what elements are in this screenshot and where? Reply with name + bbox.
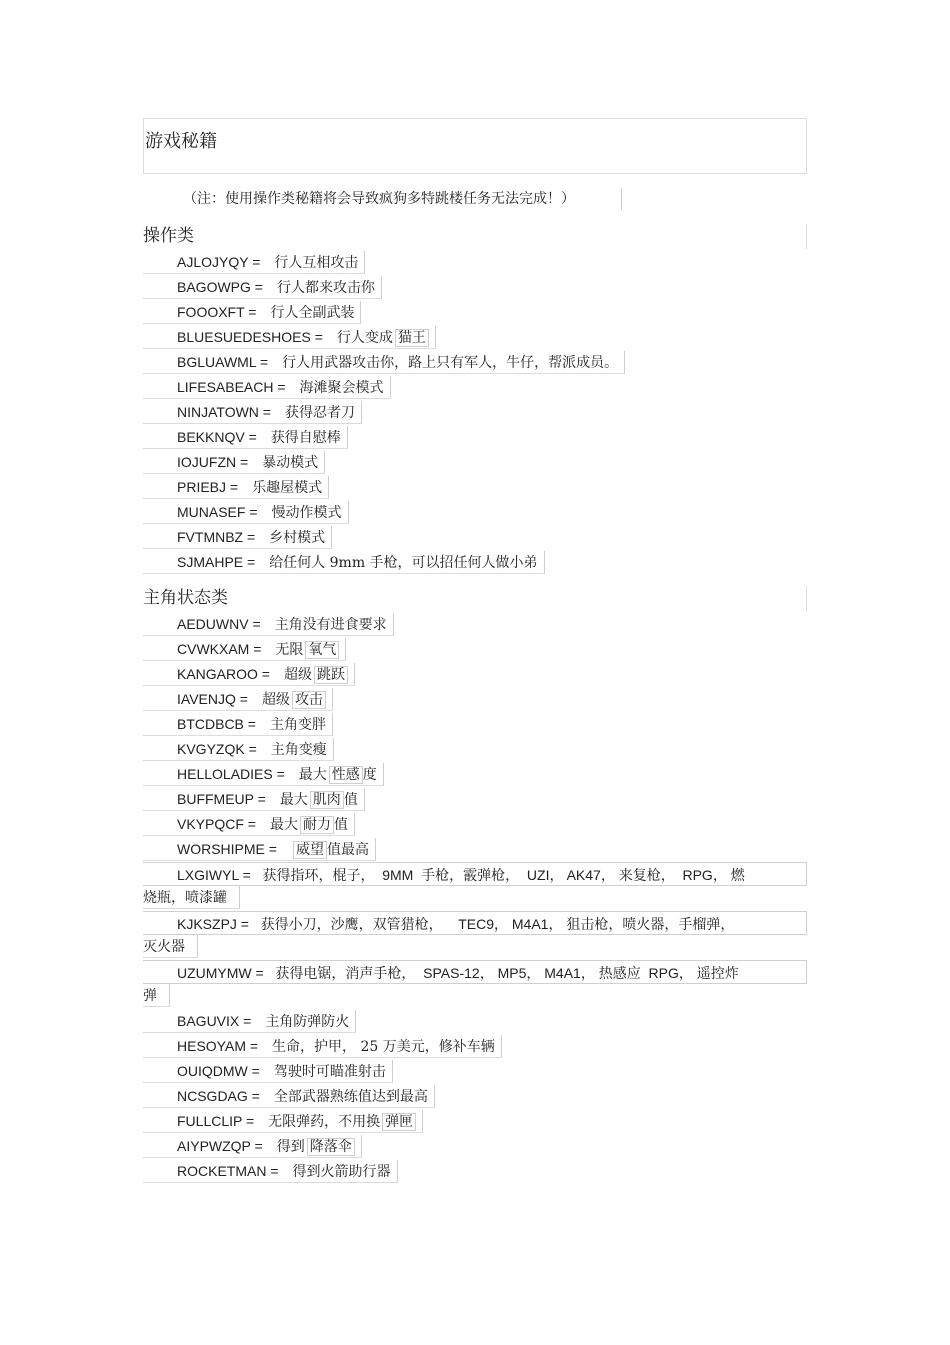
cheat-description-link: 降落伞 bbox=[307, 1138, 355, 1156]
cheat-code: LIFESABEACH = bbox=[177, 378, 286, 395]
cheat-line-2: 弹 bbox=[143, 984, 170, 1007]
cheat-description: 慢动作模式 bbox=[271, 504, 342, 521]
cheat-cell bbox=[143, 426, 348, 449]
title-box bbox=[143, 118, 807, 174]
cheat-code: HELLOLADIES = bbox=[177, 765, 285, 782]
cheat-description-link: 肌肉 bbox=[310, 791, 344, 809]
cheat-code: AIYPWZQP = bbox=[177, 1137, 263, 1154]
cheat-description: 给任何人 9mm 手枪，可以招任何人做小弟 bbox=[269, 554, 538, 571]
cheat-description: 主角防弹防火 bbox=[265, 1013, 350, 1030]
cheat-cell bbox=[143, 376, 391, 399]
cheat-cell bbox=[143, 276, 382, 299]
cheat-cell bbox=[143, 301, 361, 324]
cheat-row bbox=[143, 1035, 807, 1059]
cheat-description: 最大 bbox=[279, 791, 308, 808]
cheat-row bbox=[143, 663, 807, 687]
cheat-cell bbox=[143, 638, 346, 661]
cheat-cell bbox=[143, 838, 376, 861]
cheat-row bbox=[143, 1060, 807, 1084]
cheat-description-link: 性感 bbox=[329, 766, 363, 784]
cheat-cell bbox=[143, 788, 365, 811]
cheat-row bbox=[143, 451, 807, 475]
cheat-code: IOJUFZN = bbox=[177, 453, 249, 470]
cheat-description: 乐趣屋模式 bbox=[252, 479, 323, 496]
cheat-row bbox=[143, 1110, 807, 1134]
cheat-cell bbox=[143, 1085, 435, 1108]
section-heading-protagonist: 主角状态类 bbox=[143, 586, 807, 611]
cheat-cell bbox=[143, 451, 325, 474]
cheat-line-1: LXGIWYL = 获得指环，棍子， 9MM 手枪，霰弹枪， UZI， AK47， 来复枪， RPG， 燃 bbox=[143, 862, 807, 886]
cheat-code: FULLCLIP = bbox=[177, 1112, 255, 1129]
cheat-cell bbox=[143, 526, 332, 549]
cheat-row bbox=[143, 326, 807, 350]
cheat-row bbox=[143, 426, 807, 450]
cheat-code: BEKKNQV = bbox=[177, 428, 257, 445]
cheat-cell bbox=[143, 326, 436, 349]
cheat-row bbox=[143, 351, 807, 375]
cheat-row bbox=[143, 688, 807, 712]
cheat-description: 无限 bbox=[275, 641, 304, 658]
cheat-row bbox=[143, 763, 807, 787]
cheat-code: BAGOWPG = bbox=[177, 278, 263, 295]
cheat-code: KVGYZQK = bbox=[177, 740, 257, 757]
cheat-cell bbox=[143, 476, 329, 499]
cheat-row bbox=[143, 276, 807, 300]
cheat-row bbox=[143, 613, 807, 637]
section-operation-list bbox=[143, 251, 807, 575]
cheat-description-tail: 值 bbox=[343, 791, 358, 808]
cheat-description-link: 威望 bbox=[293, 841, 327, 859]
cheat-row bbox=[143, 1160, 807, 1184]
cheat-description: 海滩聚会模式 bbox=[299, 379, 384, 396]
cheat-cell bbox=[143, 713, 333, 736]
cheat-row-wrapped bbox=[143, 960, 807, 1008]
cheat-cell bbox=[143, 1160, 398, 1183]
cheat-description: 最大 bbox=[269, 816, 298, 833]
cheat-row bbox=[143, 1135, 807, 1159]
cheat-description: 最大 bbox=[298, 766, 327, 783]
cheat-cell bbox=[143, 401, 362, 424]
section-heading-operation: 操作类 bbox=[143, 224, 807, 249]
cheat-row bbox=[143, 551, 807, 575]
cheat-description-tail: 值最高 bbox=[326, 841, 369, 858]
note bbox=[143, 188, 807, 210]
cheat-description: 获得忍者刀 bbox=[285, 404, 355, 421]
cheat-description: 获得自慰棒 bbox=[270, 429, 341, 446]
cheat-line-2: 烧瓶，喷漆罐 bbox=[143, 886, 240, 909]
cheat-row bbox=[143, 376, 807, 400]
note-text: （注：使用操作类秘籍将会导致疯狗多特跳楼任务无法完成！） bbox=[183, 188, 622, 210]
cheat-description: 生命，护甲， 25 万美元，修补车辆 bbox=[272, 1038, 495, 1055]
cheat-row bbox=[143, 813, 807, 837]
page-title: 游戏秘籍 bbox=[145, 131, 217, 152]
cheat-description: 全部武器熟练值达到最高 bbox=[273, 1088, 428, 1105]
cheat-code: FVTMNBZ = bbox=[177, 528, 256, 545]
cheat-cell bbox=[143, 663, 355, 686]
cheat-code: HESOYAM = bbox=[177, 1037, 259, 1054]
cheat-description-link: 猫王 bbox=[395, 329, 429, 347]
cheat-cell bbox=[143, 1035, 502, 1058]
cheat-description: 无限弹药，不用换 bbox=[268, 1113, 381, 1130]
cheat-row bbox=[143, 838, 807, 862]
cheat-line-2: 灭火器 bbox=[143, 935, 198, 958]
cheat-line-1: KJKSZPJ = 获得小刀，沙鹰，双管猎枪， TEC9， M4A1， 狙击枪，喷火器，手榴弹， bbox=[143, 911, 807, 935]
cheat-description: 乡村模式 bbox=[269, 529, 326, 546]
cheat-code: ROCKETMAN = bbox=[177, 1162, 279, 1179]
cheat-row bbox=[143, 738, 807, 762]
cheat-cell bbox=[143, 763, 384, 786]
section-protagonist-wrapped bbox=[143, 862, 807, 1008]
cheat-description-tail: 值 bbox=[333, 816, 348, 833]
cheat-row bbox=[143, 638, 807, 662]
cheat-description: 行人变成 bbox=[336, 329, 393, 346]
cheat-code: BAGUVIX = bbox=[177, 1012, 252, 1029]
cheat-cell bbox=[143, 688, 333, 711]
cheat-code: MUNASEF = bbox=[177, 503, 258, 520]
cheat-code: AJLOJYQY = bbox=[177, 253, 261, 270]
cheat-row-wrapped bbox=[143, 911, 807, 959]
cheat-code: BTCDBCB = bbox=[177, 715, 256, 732]
cheat-cell bbox=[143, 738, 334, 761]
cheat-description: 暴动模式 bbox=[262, 454, 319, 471]
cheat-code: WORSHIPME = bbox=[177, 840, 277, 857]
cheat-row bbox=[143, 251, 807, 275]
cheat-description: 超级 bbox=[261, 691, 290, 708]
cheat-code: CVWKXAM = bbox=[177, 640, 262, 657]
cheat-description: 行人互相攻击 bbox=[274, 254, 359, 271]
cheat-code: SJMAHPE = bbox=[177, 553, 256, 570]
cheat-cell bbox=[143, 613, 394, 636]
cheat-code: PRIEBJ = bbox=[177, 478, 239, 495]
cheat-description: 得到 bbox=[276, 1138, 305, 1155]
cheat-line-1: UZUMYMW = 获得电锯，消声手枪， SPAS-12， MP5， M4A1， 热感应 RPG， 遥控炸 bbox=[143, 960, 807, 984]
cheat-description: 主角没有进食要求 bbox=[274, 616, 387, 633]
cheat-code: NINJATOWN = bbox=[177, 403, 271, 420]
cheat-code: BLUESUEDESHOES = bbox=[177, 328, 323, 345]
cheat-row-wrapped bbox=[143, 862, 807, 910]
cheat-cell bbox=[143, 1110, 423, 1133]
cheat-description: 行人都来攻击你 bbox=[276, 279, 375, 296]
cheat-code: NCSGDAG = bbox=[177, 1087, 260, 1104]
cheat-code: IAVENJQ = bbox=[177, 690, 248, 707]
cheat-description: 行人用武器攻击你，路上只有军人，牛仔，帮派成员。 bbox=[282, 354, 619, 371]
cheat-row bbox=[143, 401, 807, 425]
cheat-description-link: 弹匣 bbox=[382, 1113, 416, 1131]
cheat-row bbox=[143, 501, 807, 525]
cheat-row bbox=[143, 1010, 807, 1034]
cheat-description: 得到火箭助行器 bbox=[292, 1163, 391, 1180]
cheat-code: BGLUAWML = bbox=[177, 353, 269, 370]
cheat-description: 驾驶时可瞄准射击 bbox=[273, 1063, 386, 1080]
section-protagonist-list bbox=[143, 613, 807, 862]
cheat-row bbox=[143, 476, 807, 500]
cheat-code: VKYPQCF = bbox=[177, 815, 256, 832]
cheat-description: 主角变瘦 bbox=[270, 741, 327, 758]
cheat-code: AEDUWNV = bbox=[177, 615, 261, 632]
cheat-description-tail: 度 bbox=[362, 766, 377, 783]
cheat-row bbox=[143, 526, 807, 550]
cheat-cell bbox=[143, 813, 355, 836]
cheat-code: FOOOXFT = bbox=[177, 303, 257, 320]
cheat-code: BUFFMEUP = bbox=[177, 790, 266, 807]
cheat-cell bbox=[143, 501, 349, 524]
cheat-cell bbox=[143, 1060, 393, 1083]
cheat-description-link: 氧气 bbox=[305, 641, 339, 659]
cheat-description-link: 耐力 bbox=[300, 816, 334, 834]
cheat-description-link: 攻击 bbox=[292, 691, 326, 709]
cheat-description: 超级 bbox=[283, 666, 312, 683]
cheat-row bbox=[143, 301, 807, 325]
cheat-row bbox=[143, 713, 807, 737]
cheat-code: KANGAROO = bbox=[177, 665, 270, 682]
cheat-cell bbox=[143, 251, 365, 274]
cheat-description-link: 跳跃 bbox=[314, 666, 348, 684]
cheat-row bbox=[143, 1085, 807, 1109]
cheat-row bbox=[143, 788, 807, 812]
cheat-cell bbox=[143, 551, 545, 574]
cheat-cell bbox=[143, 351, 625, 374]
cheat-cell bbox=[143, 1135, 362, 1158]
document-page bbox=[143, 118, 807, 1183]
cheat-cell bbox=[143, 1010, 356, 1033]
cheat-description: 行人全副武装 bbox=[270, 304, 355, 321]
cheat-description: 主角变胖 bbox=[269, 716, 326, 733]
section-protagonist-list-2 bbox=[143, 1010, 807, 1184]
cheat-code: OUIQDMW = bbox=[177, 1062, 260, 1079]
